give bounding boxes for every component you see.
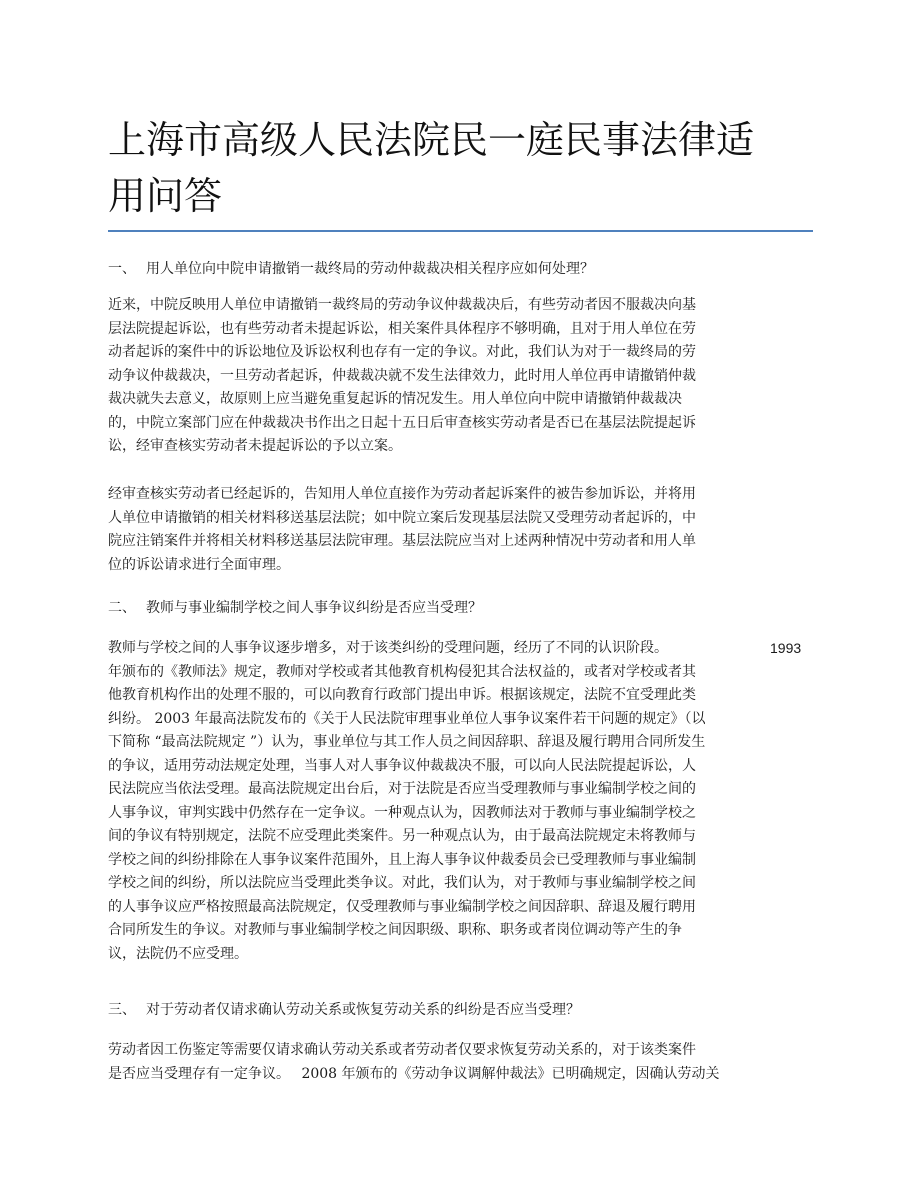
text-line: 动争议仲裁裁决，一旦劳动者起诉，仲裁裁决就不发生法律效力，此时用人单位再申请撤销仲裁 bbox=[108, 367, 696, 384]
text-line: 年颁布的《教师法》规定，教师对学校或者其他教育机构侵犯其合法权益的，或者对学校或者其 bbox=[108, 663, 696, 680]
question-3-number: 三、 bbox=[108, 1002, 136, 1018]
text-line: 下简称 “最高法院规定 ”）认为，事业单位与其工作人员之间因辞职、辞退及履行聘用合同所发生 bbox=[108, 734, 706, 750]
title-underline bbox=[108, 230, 813, 232]
paragraph-3 bbox=[108, 637, 748, 966]
text-line: 的，中院立案部门应在仲裁裁决书作出之日起十五日后审查核实劳动者是否已在基层法院提起诉 bbox=[108, 414, 696, 431]
text-line: 民法院应当依法受理。最高法院规定出台后，对于法院是否应当受理教师与事业编制学校之间的 bbox=[108, 781, 696, 797]
year-1993: 1993 bbox=[770, 640, 802, 656]
document-title bbox=[108, 112, 758, 224]
text-line: 院应注销案件并将相关材料移送基层法院审理。基层法院应当对上述两种情况中劳动者和用人单 bbox=[108, 533, 696, 549]
text-line: 间的争议有特别规定，法院不应受理此类案件。另一种观点认为，由于最高法院规定未将教师与 bbox=[108, 828, 696, 844]
text-line: 裁决就失去意义，故原则上应当避免重复起诉的情况发生。用人单位向中院申请撤销仲裁裁决 bbox=[108, 391, 682, 407]
text-line: 位的诉讼请求进行全面审理。 bbox=[108, 556, 290, 573]
text-line: 学校之间的纠纷，所以法院应当受理此类争议。对此，我们认为，对于教师与事业编制学校之间 bbox=[108, 875, 696, 891]
paragraph-4 bbox=[108, 1039, 748, 1086]
text-line: 近来，中院反映用人单位申请撤销一裁终局的劳动争议仲裁裁决后，有些劳动者因不服裁决向基 bbox=[108, 297, 696, 313]
text-line: 合同所发生的争议。对教师与事业编制学校之间因职级、职称、职务或者岗位调动等产生的争 bbox=[108, 922, 682, 938]
text-line: 是否应当受理存有一定争议。 2008 年颁布的《劳动争议调解仲裁法》已明确规定，因确认劳动关 bbox=[108, 1065, 720, 1082]
text-line: 人事争议，审判实践中仍然存在一定争议。一种观点认为，因教师法对于教师与事业编制学校之 bbox=[108, 804, 696, 821]
paragraph-1 bbox=[108, 294, 748, 459]
text-line: 层法院提起诉讼，也有些劳动者未提起诉讼，相关案件具体程序不够明确，且对于用人单位在劳 bbox=[108, 320, 696, 337]
question-1-text: 用人单位向中院申请撤销一裁终局的劳动仲裁裁决相关程序应如何处理？ bbox=[146, 261, 594, 277]
text-line: 他教育机构作出的处理不服的，可以向教育行政部门提出申诉。根据该规定，法院不宜受理此类 bbox=[108, 687, 696, 703]
text-line: 纠纷。 2003 年最高法院发布的《关于人民法院审理事业单位人事争议案件若干问题的规定》（以 bbox=[108, 710, 706, 727]
text-line: 的争议，适用劳动法规定处理，当事人对人事争议仲裁裁决不服，可以向人民法院提起诉讼，人 bbox=[108, 757, 696, 774]
text-line: 的人事争议应严格按照最高法院规定，仅受理教师与事业编制学校之间因辞职、辞退及履行聘用 bbox=[108, 898, 696, 915]
text-line: 动者起诉的案件中的诉讼地位及诉讼权利也存有一定的争议。对此，我们认为对于一裁终局的劳 bbox=[108, 344, 696, 360]
text-line: 教师与学校之间的人事争议逐步增多，对于该类纠纷的受理问题，经历了不同的认识阶段。 bbox=[108, 640, 668, 656]
question-1 bbox=[108, 259, 594, 279]
question-2 bbox=[108, 598, 482, 618]
question-2-number: 二、 bbox=[108, 600, 136, 616]
text-line: 人单位申请撤销的相关材料移送基层法院；如中院立案后发现基层法院又受理劳动者起诉的，中 bbox=[108, 509, 696, 526]
text-line: 学校之间的纠纷排除在人事争议案件范围外，且上海人事争议仲裁委员会已受理教师与事业编制 bbox=[108, 851, 696, 868]
question-2-text: 教师与事业编制学校之间人事争议纠纷是否应当受理？ bbox=[146, 600, 482, 616]
title-line: 上海市高级人民法院民一庭民事法律适 bbox=[108, 118, 755, 162]
text-line: 议，法院仍不应受理。 bbox=[108, 945, 248, 962]
question-3-text: 对于劳动者仅请求确认劳动关系或恢复劳动关系的纠纷是否应当受理？ bbox=[146, 1002, 580, 1018]
text-line: 经审查核实劳动者已经起诉的，告知用人单位直接作为劳动者起诉案件的被告参加诉讼，并将用 bbox=[108, 486, 696, 502]
text-line: 讼，经审查核实劳动者未提起诉讼的予以立案。 bbox=[108, 438, 402, 454]
text-line: 劳动者因工伤鉴定等需要仅请求确认劳动关系或者劳动者仅要求恢复劳动关系的，对于该类案件 bbox=[108, 1042, 696, 1058]
paragraph-2 bbox=[108, 483, 748, 577]
title-line: 用问答 bbox=[108, 174, 223, 218]
question-3 bbox=[108, 1000, 580, 1020]
question-1-number: 一、 bbox=[108, 261, 136, 277]
